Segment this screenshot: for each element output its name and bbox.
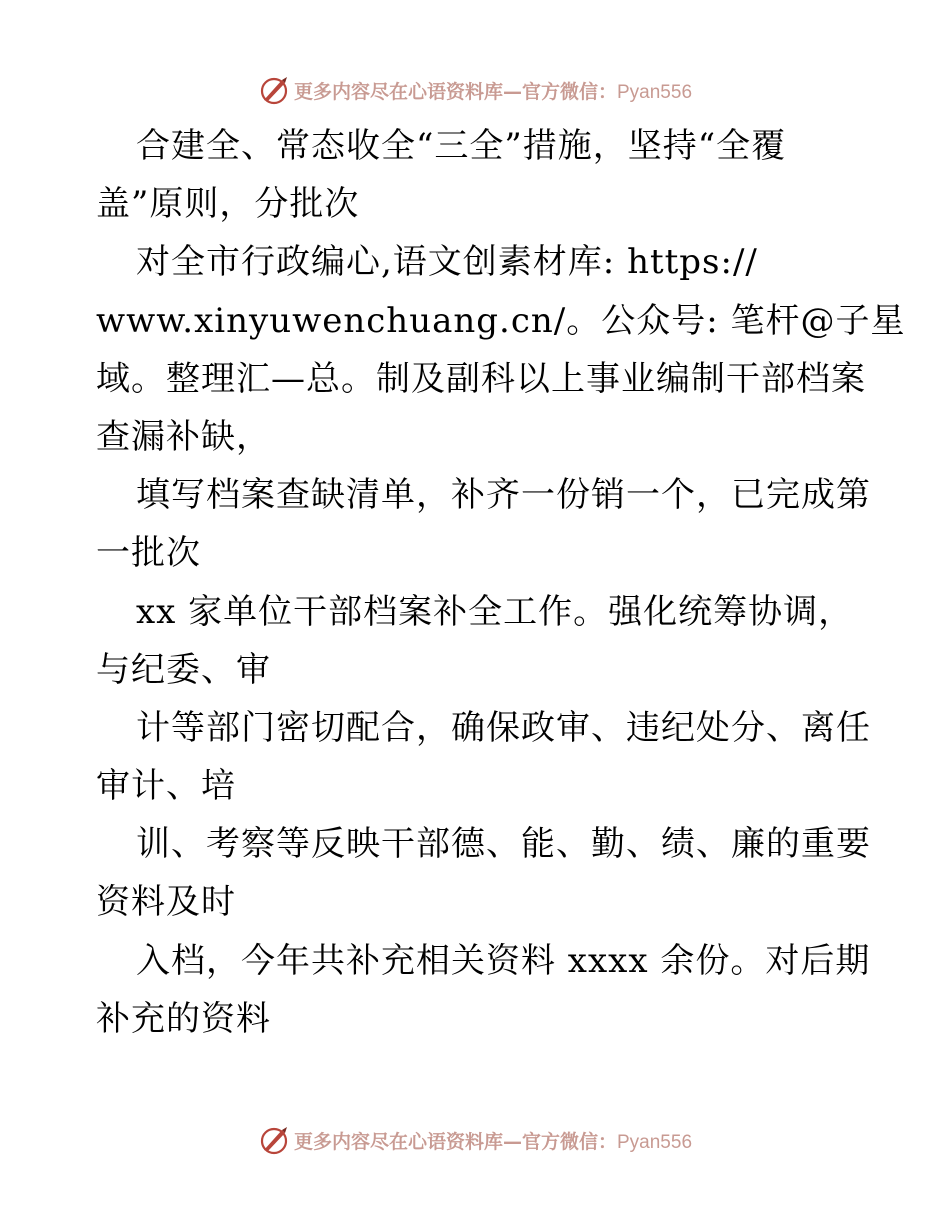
watermark-wechat-label: 官方微信： bbox=[521, 1130, 617, 1153]
text-line: 查漏补缺， bbox=[96, 416, 271, 457]
watermark-wechat-label: 官方微信： bbox=[521, 80, 617, 103]
watermark-separator: — bbox=[502, 80, 522, 103]
quill-pen-logo-icon bbox=[258, 1124, 290, 1156]
text-line: 域。整理汇—总。制及副科以上事业编制干部档案 bbox=[96, 358, 866, 399]
text-line: 资料及时 bbox=[96, 882, 236, 923]
watermark-wechat-id: Pyan556 bbox=[617, 81, 693, 103]
quill-pen-logo-icon bbox=[258, 74, 290, 106]
text-line: 训、考察等反映干部德、能、勤、绩、廉的重要 bbox=[136, 824, 871, 865]
watermark-text bbox=[294, 1127, 692, 1154]
header-watermark bbox=[0, 70, 950, 110]
watermark-main-text: 更多内容尽在心语资料库 bbox=[293, 80, 503, 103]
document-body bbox=[96, 117, 906, 1048]
watermark-text bbox=[294, 77, 692, 104]
watermark-wechat-id: Pyan556 bbox=[617, 1131, 693, 1153]
text-line: www.xinyuwenchuang.cn/。公众号: 笔杆@子星 bbox=[96, 300, 906, 341]
text-line: 合建全、常态收全“三全”措施，坚持“全覆 bbox=[136, 126, 787, 166]
text-line: 审计、培 bbox=[96, 766, 236, 807]
text-line: 盖”原则，分批次 bbox=[96, 184, 360, 225]
watermark-separator: — bbox=[502, 1130, 522, 1153]
footer-watermark bbox=[0, 1120, 950, 1160]
text-line: 填写档案查缺清单，补齐一份销一个，已完成第 bbox=[136, 475, 871, 516]
text-line: 与纪委、审 bbox=[96, 649, 271, 690]
text-line: 一批次 bbox=[96, 533, 201, 574]
text-line: xx 家单位干部档案补全工作。强化统筹协调， bbox=[136, 591, 854, 632]
text-line: 补充的资料 bbox=[96, 998, 271, 1039]
text-line: 计等部门密切配合，确保政审、违纪处分、离任 bbox=[136, 707, 871, 748]
text-line: 对全市行政编心,语文创素材库: https:// bbox=[136, 242, 758, 283]
text-line: 入档，今年共补充相关资料 xxxx 余份。对后期 bbox=[136, 940, 871, 981]
watermark-main-text: 更多内容尽在心语资料库 bbox=[293, 1130, 503, 1153]
